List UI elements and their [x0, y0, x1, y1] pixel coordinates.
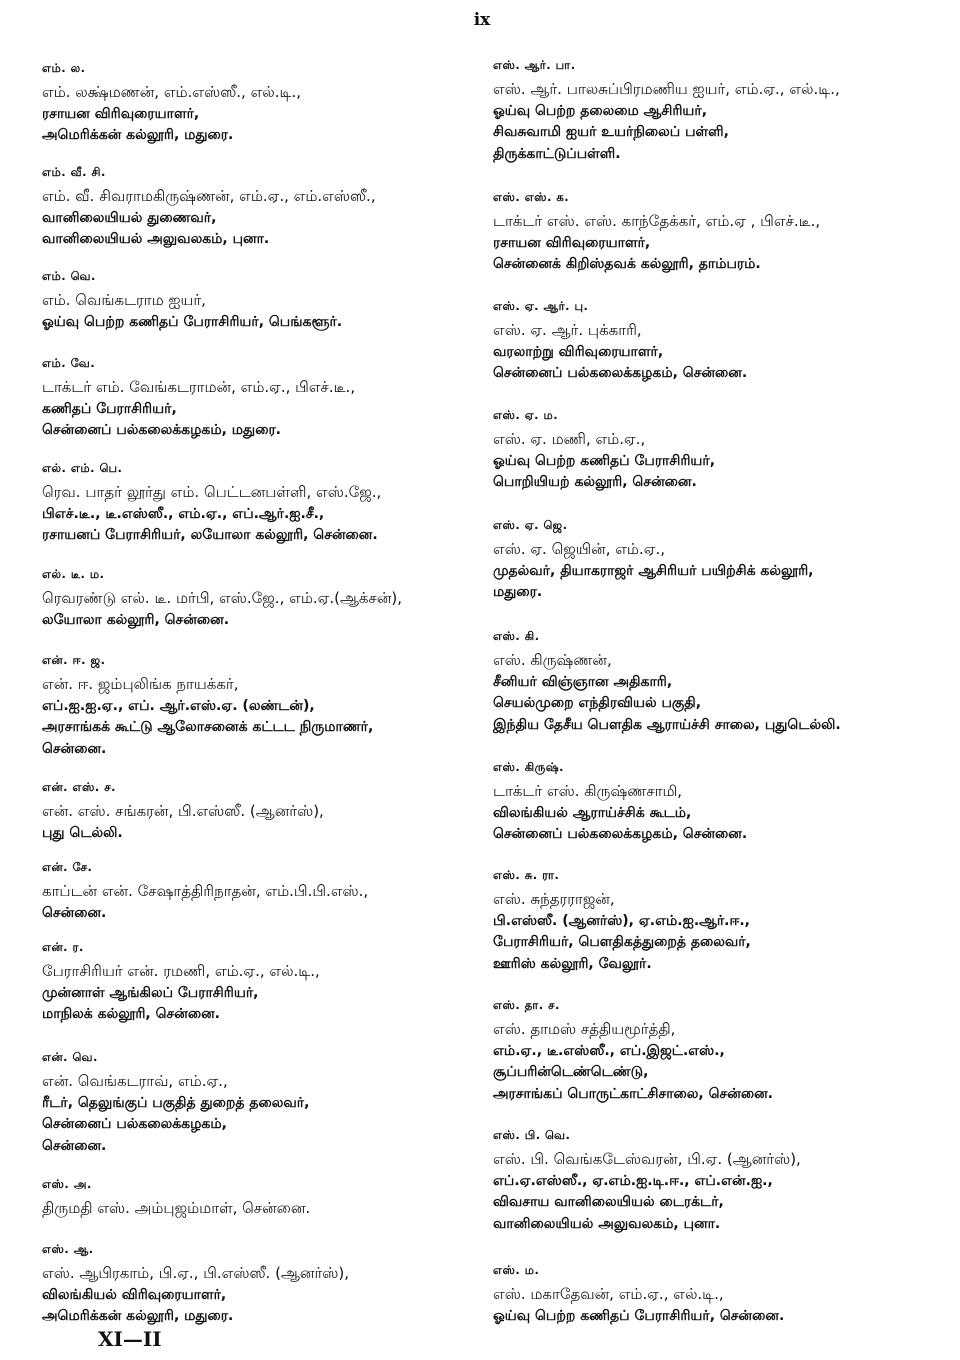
entry-heading: எஸ். ம.	[493, 1263, 540, 1277]
entry-line: புது டெல்லி.	[42, 824, 123, 841]
right-column	[493, 0, 951, 1360]
entry-line: எஸ். மகாதேவன், எம்.ஏ., எல்.டி.,	[493, 1285, 724, 1303]
entry-line: அமெரிக்கன் கல்லூரி, மதுரை.	[42, 127, 234, 143]
entry-line: ரசாயன விரிவுரையாளர்,	[493, 234, 651, 251]
entry-line: சென்னை.	[42, 740, 107, 757]
entry-heading: எஸ். ஏ. ம.	[493, 408, 559, 422]
entry-line: எஸ். ஆர். பாலசுப்பிரமணிய ஐயர், எம்.ஏ., எல்.டி.,	[493, 80, 840, 98]
contributor-entry	[42, 57, 482, 147]
entry-line: சென்னைப் பல்கலைக்கழகம், சென்னை.	[493, 365, 748, 381]
entry-line: பேராசிரியர் என். ரமணி, எம்.ஏ., எல்.டி.,	[42, 962, 320, 980]
entry-heading: எல். எம். பெ.	[42, 461, 123, 475]
entry-line: எஸ். தாமஸ் சத்தியமூர்த்தி,	[493, 1020, 676, 1038]
entry-line: வானிலையியல் அலுவலகம், புனா.	[42, 231, 270, 247]
entry-line: எம்.ஏ., டீ.எஸ்ஸீ., எப்.இஜட்.எஸ்.,	[493, 1042, 725, 1059]
entry-heading: எம். வீ. சி.	[42, 165, 106, 179]
entry-heading: என். வெ.	[42, 1050, 98, 1064]
entry-heading: எஸ். கி.	[493, 629, 540, 643]
entry-heading: எஸ். ஏ. ஆர். பு.	[493, 299, 589, 313]
entry-line: டாக்டர் எம். வேங்கடராமன், எம்.ஏ., பிஎச்.டீ.,	[42, 378, 356, 396]
entry-line: அரசாங்கப் பொருட்காட்சிசாலை, சென்னை.	[493, 1085, 773, 1102]
entry-line: ரெவரண்டு எல். டீ. மர்பி, எஸ்.ஜே., எம்.ஏ.(ஆக்சன்),	[42, 589, 402, 607]
entry-line: டாக்டர் எஸ். எஸ். காந்தேக்கர், எம்.ஏ , பிஎச்.டீ.,	[493, 212, 821, 230]
entry-line: அமெரிக்கன் கல்லூரி, மதுரை.	[42, 1308, 234, 1324]
entry-line: எஸ். ஆபிரகாம், பி.ஏ., பி.எஸ்ஸீ. (ஆனர்ஸ்),	[42, 1264, 350, 1282]
entry-heading: எம். ல.	[42, 61, 86, 75]
contributor-entry	[493, 295, 951, 385]
left-column	[42, 0, 482, 1360]
contributor-entry	[42, 457, 482, 547]
entry-line: டாக்டர் எஸ். கிருஷ்ணசாமி,	[493, 782, 683, 800]
entry-line: எஸ். கிருஷ்ணன்,	[493, 651, 612, 669]
contributor-entry	[493, 1124, 951, 1235]
entry-heading: எம். வெ.	[42, 269, 96, 283]
entry-line: வானிலையியல் அலுவலகம், புனா.	[493, 1215, 721, 1232]
entry-line: என். எஸ். சங்கரன், பி.எஸ்ஸீ. (ஆனர்ஸ்),	[42, 802, 324, 820]
entry-heading: எஸ். தா. ச.	[493, 998, 560, 1012]
entry-line: எம். வீ. சிவராமகிருஷ்ணன், எம்.ஏ., எம்.எஸ்ஸீ.,	[42, 187, 376, 205]
entry-line: சென்னைப் பல்கலைக்கழகம், சென்னை.	[493, 826, 748, 842]
entry-line: பேராசிரியர், பௌதிகத்துறைத் தலைவர்,	[493, 934, 751, 950]
entry-line: கணிதப் பேராசிரியர்,	[42, 400, 177, 417]
contributor-entry	[42, 1046, 482, 1157]
entry-heading: எஸ். ஆர். பா.	[493, 58, 576, 72]
signature-mark: XI—II	[98, 1327, 162, 1351]
contributor-entry	[42, 776, 482, 844]
contributor-entry	[42, 856, 482, 924]
entry-line: வரலாற்று விரிவுரையாளர்,	[493, 343, 664, 360]
contributor-entry	[42, 265, 482, 333]
entry-line: ரீடர், தெலுங்குப் பகுதித் துறைத் தலைவர்,	[42, 1094, 310, 1111]
contributor-entry	[493, 514, 951, 604]
entry-line: சென்னைப் பல்கலைக்கழகம், மதுரை.	[42, 422, 281, 438]
contributor-entry	[42, 1238, 482, 1328]
entry-line: எப்.ஐ.ஐ.ஏ., எப். ஆர்.எஸ்.ஏ. (லண்டன்),	[42, 697, 315, 714]
entry-heading: எஸ். ஆ.	[42, 1242, 94, 1256]
entry-line: விலங்கியல் ஆராய்ச்சிக் கூடம்,	[493, 804, 692, 821]
contributor-entry	[493, 404, 951, 494]
entry-line: எஸ். பி. வெங்கடேஸ்வரன், பி.ஏ. (ஆனர்ஸ்),	[493, 1150, 801, 1168]
entry-line: ரெவ. பாதர் லூர்து எம். பெட்டனபள்ளி, எஸ்.ஜே.,	[42, 483, 382, 501]
entry-line: என். வெங்கடராவ், எம்.ஏ.,	[42, 1072, 228, 1090]
entry-line: மாநிலக் கல்லூரி, சென்னை.	[42, 1006, 220, 1022]
entry-line: எஸ். ஏ. ஆர். புக்காரி,	[493, 321, 642, 339]
entry-heading: என். ஈ. ஜ.	[42, 653, 106, 667]
entry-line: எஸ். ஏ. ஜெயின், எம்.ஏ.,	[493, 540, 665, 558]
entry-line: பிஎச்.டீ., டீ.எஸ்ஸீ., எம்.ஏ., எப்.ஆர்.ஐ.சீ.,	[42, 505, 325, 522]
entry-line: வானிலையியல் துணைவர்,	[42, 209, 217, 226]
entry-line: சிவசுவாமி ஐயர் உயர்நிலைப் பள்ளி,	[493, 124, 729, 140]
entry-line: சென்னைக் கிறிஸ்தவக் கல்லூரி, தாம்பரம்.	[493, 256, 761, 272]
entry-line: விவசாய வானிலையியல் டைரக்டர்,	[493, 1194, 724, 1210]
entry-line: ஓய்வு பெற்ற கணிதப் பேராசிரியர், பெங்களூர்.	[42, 313, 343, 330]
contributor-entry	[493, 864, 951, 975]
entry-line: எம். லக்ஷ்மணன், எம்.எஸ்ஸீ., எல்.டி.,	[42, 83, 301, 101]
entry-heading: என். சே.	[42, 860, 93, 874]
entry-line: எம். வெங்கடராம ஐயர்,	[42, 291, 206, 309]
entry-line: முன்னாள் ஆங்கிலப் பேராசிரியர்,	[42, 984, 259, 1001]
entry-line: மதுரை.	[493, 584, 543, 600]
contributor-entry	[42, 161, 482, 251]
entry-line: திருக்காட்டுப்பள்ளி.	[493, 145, 621, 162]
entry-line: ஊரிஸ் கல்லூரி, வேலூர்.	[493, 955, 652, 972]
entry-line: அரசாங்கக் கூட்டு ஆலோசனைக் கட்டட நிருமாணர்,	[42, 719, 374, 735]
contributor-entry	[42, 1173, 482, 1220]
contributor-entry	[42, 563, 482, 631]
entry-heading: எல். டீ. ம.	[42, 567, 105, 581]
entry-heading: எம். வே.	[42, 356, 96, 370]
contributor-entry	[493, 54, 951, 165]
contributor-entry	[493, 994, 951, 1105]
entry-heading: எஸ். ஏ. ஜெ.	[493, 518, 568, 532]
contributor-entry	[42, 936, 482, 1026]
entry-line: லயோலா கல்லூரி, சென்னை.	[42, 611, 230, 628]
entry-line: விலங்கியல் விரிவுரையாளர்,	[42, 1286, 227, 1303]
entry-line: ஓய்வு பெற்ற தலைமை ஆசிரியர்,	[493, 102, 708, 119]
entry-line: எஸ். ஏ. மணி, எம்.ஏ.,	[493, 430, 646, 448]
entry-heading: என். எஸ். ச.	[42, 780, 116, 794]
entry-line: ஓய்வு பெற்ற கணிதப் பேராசிரியர்,	[493, 452, 716, 469]
entry-heading: எஸ். எஸ். க.	[493, 190, 570, 204]
entry-line: இந்திய தேசீய பௌதிக ஆராய்ச்சி சாலை, புதுடெல்லி.	[493, 716, 841, 733]
entry-line: சென்னைப் பல்கலைக்கழகம்,	[42, 1116, 227, 1132]
entry-line: சென்னை.	[42, 904, 107, 921]
entry-line: காப்டன் என். சேஷாத்திரிநாதன், எம்.பி.பி.எஸ்.,	[42, 882, 369, 900]
entry-heading: எஸ். அ.	[42, 1177, 92, 1191]
contributor-entry	[493, 756, 951, 846]
entry-heading: என். ர.	[42, 940, 84, 954]
entry-line: சீனியர் விஞ்ஞான அதிகாரி,	[493, 673, 673, 690]
entry-line: சூப்பரின்டெண்டெண்டு,	[493, 1064, 649, 1080]
entry-line: சென்னை.	[42, 1137, 107, 1154]
entry-line: எஸ். சுந்தரராஜன்,	[493, 890, 615, 908]
entry-line: செயல்முறை எந்திரவியல் பகுதி,	[493, 695, 702, 711]
entry-line: பி.எஸ்ஸீ. (ஆனர்ஸ்), ஏ.எம்.ஐ.ஆர்.ஈ.,	[493, 912, 750, 929]
contributor-entry	[493, 186, 951, 276]
entry-line: ரசாயன விரிவுரையாளர்,	[42, 105, 200, 122]
contributor-entry	[493, 625, 951, 736]
entry-heading: எஸ். பி. வெ.	[493, 1128, 571, 1142]
contributor-entry	[42, 352, 482, 442]
page-number: ix	[473, 10, 491, 30]
entry-heading: எஸ். சு. ரா.	[493, 868, 560, 882]
entry-line: பொறியியற் கல்லூரி, சென்னை.	[493, 474, 697, 490]
entry-line: முதல்வர், தியாகராஜர் ஆசிரியர் பயிற்சிக் கல்லூரி,	[493, 562, 814, 579]
contributor-entry	[42, 649, 482, 760]
entry-heading: எஸ். கிருஷ்.	[493, 760, 565, 774]
entry-line: திருமதி எஸ். அம்புஜம்மாள், சென்னை.	[42, 1199, 311, 1217]
entry-line: ரசாயனப் பேராசிரியர், லயோலா கல்லூரி, சென்னை.	[42, 527, 378, 543]
entry-line: என். ஈ. ஜம்புலிங்க நாயக்கர்,	[42, 675, 239, 693]
entry-line: ஓய்வு பெற்ற கணிதப் பேராசிரியர், சென்னை.	[493, 1307, 785, 1324]
contributor-entry	[493, 1259, 951, 1327]
entry-line: எப்.ஏ.எஸ்ஸீ., ஏ.எம்.ஐ.டி.ஈ., எப்.என்.ஐ.,	[493, 1172, 773, 1189]
